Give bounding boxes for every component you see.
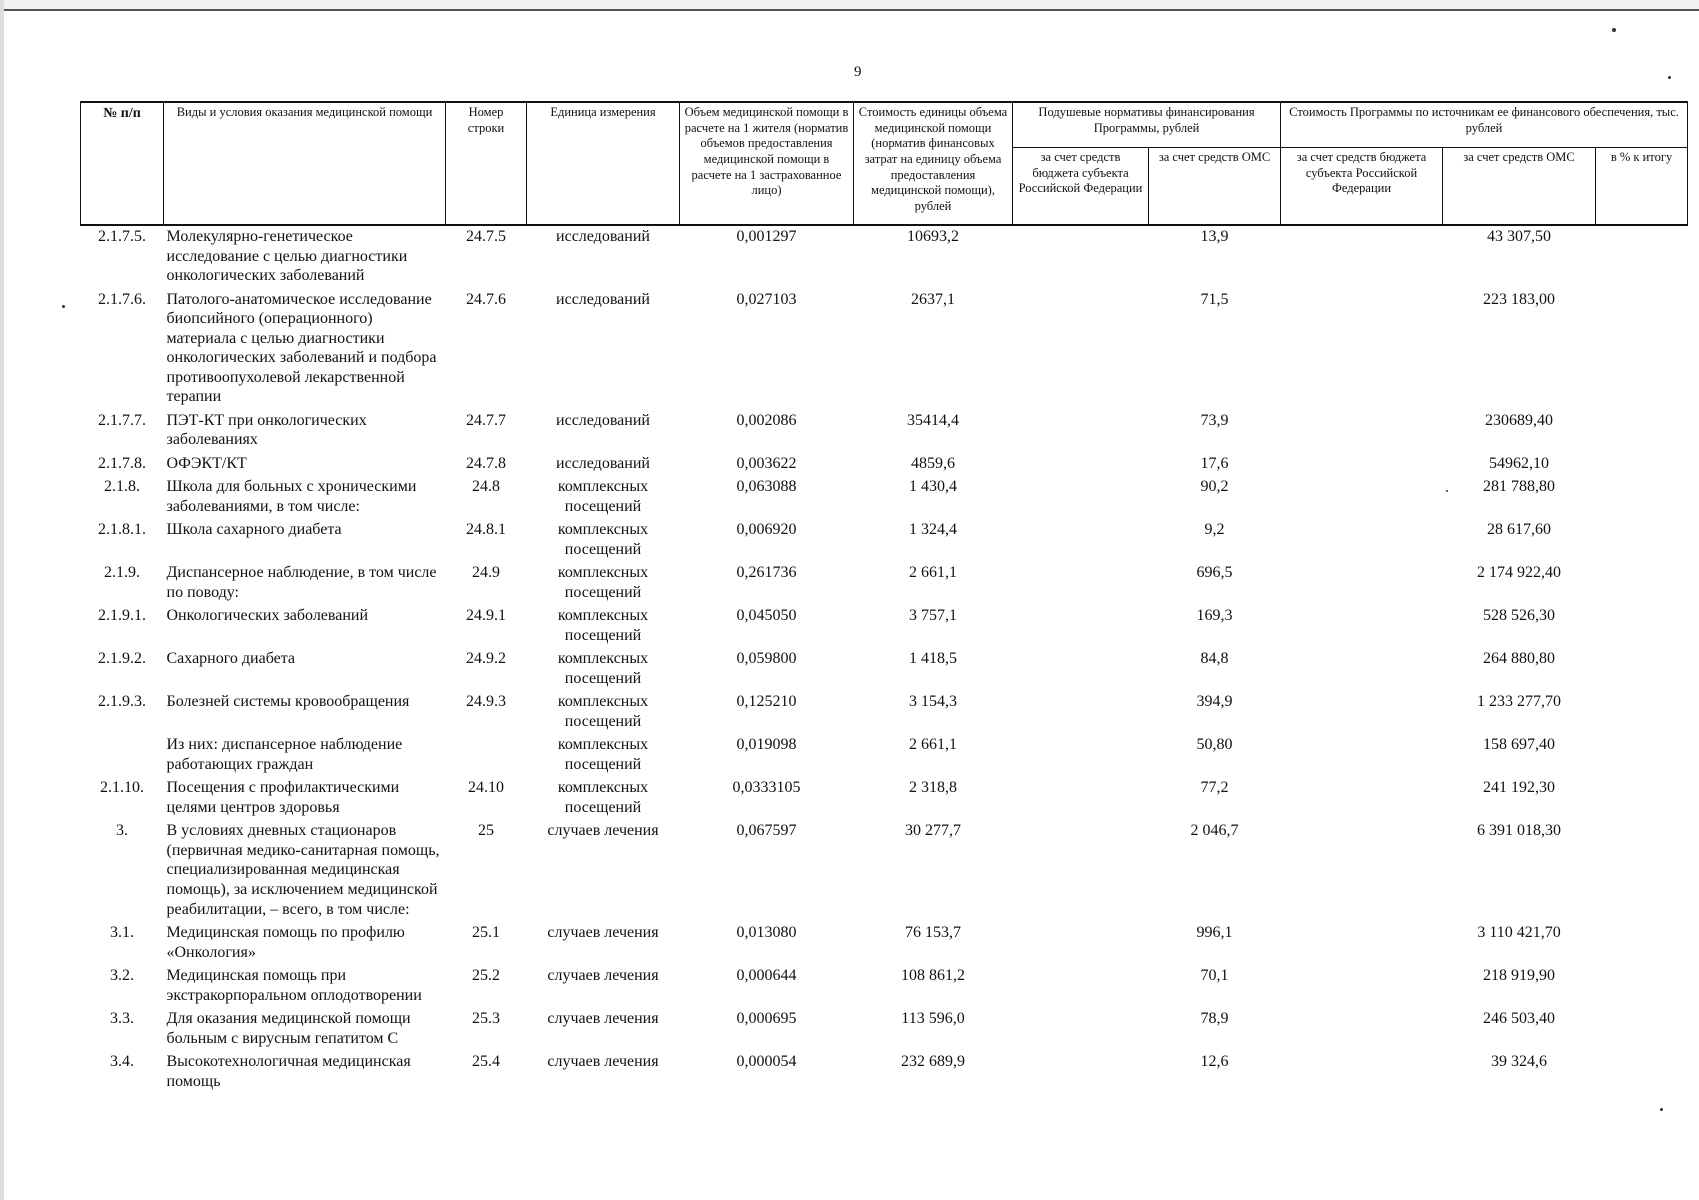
row-program-oms: 2 174 922,40 bbox=[1477, 564, 1562, 582]
row-per-capita-budget bbox=[1013, 476, 1149, 519]
scan-speck bbox=[1668, 76, 1671, 79]
row-program-oms: 281 788,80 bbox=[1483, 478, 1556, 496]
row-volume: 0,003622 bbox=[736, 454, 797, 472]
table-row bbox=[81, 519, 1688, 562]
row-per-capita-budget bbox=[1013, 225, 1149, 289]
scan-left-edge bbox=[0, 0, 4, 1200]
row-unit-cost: 76 153,7 bbox=[905, 924, 961, 942]
row-per-capita-oms: 70,1 bbox=[1200, 967, 1229, 985]
col-header-per-capita: Подушевые нормативы финансирования Программы, рублей bbox=[1013, 102, 1281, 148]
row-program-percent bbox=[1596, 820, 1688, 922]
row-program-oms: 264 880,80 bbox=[1483, 650, 1556, 668]
page-number: 9 bbox=[854, 64, 862, 80]
row-program-budget bbox=[1281, 225, 1443, 289]
row-volume: 0,059800 bbox=[736, 650, 797, 668]
row-per-capita-budget bbox=[1013, 1008, 1149, 1051]
row-per-capita-budget bbox=[1013, 648, 1149, 691]
row-line-number: 25.1 bbox=[472, 924, 500, 942]
row-name: Посещения с профилактическими целями центров здоровья bbox=[166, 779, 400, 816]
row-program-budget bbox=[1281, 453, 1443, 477]
row-volume: 0,013080 bbox=[736, 924, 797, 942]
row-number: 3.2. bbox=[110, 967, 134, 985]
row-program-budget bbox=[1281, 476, 1443, 519]
row-program-oms: 3 110 421,70 bbox=[1477, 924, 1561, 942]
row-program-budget bbox=[1281, 820, 1443, 922]
row-unit: исследований bbox=[556, 411, 650, 429]
row-line-number: 25.4 bbox=[472, 1053, 500, 1071]
row-program-budget bbox=[1281, 922, 1443, 965]
row-volume: 0,063088 bbox=[736, 478, 797, 496]
row-program-percent bbox=[1596, 476, 1688, 519]
row-per-capita-budget bbox=[1013, 562, 1149, 605]
row-number: 2.1.9.1. bbox=[98, 607, 146, 625]
row-program-oms: 158 697,40 bbox=[1483, 736, 1556, 754]
table-row bbox=[81, 691, 1688, 734]
table-row bbox=[81, 289, 1688, 410]
row-per-capita-budget bbox=[1013, 820, 1149, 922]
row-program-budget bbox=[1281, 965, 1443, 1008]
row-per-capita-oms: 9,2 bbox=[1204, 521, 1225, 539]
row-per-capita-oms: 84,8 bbox=[1200, 650, 1229, 668]
row-per-capita-oms: 394,9 bbox=[1196, 693, 1233, 711]
row-program-budget bbox=[1281, 410, 1443, 453]
row-line-number: 24.9.1 bbox=[466, 607, 506, 625]
row-volume: 0,001297 bbox=[736, 228, 797, 245]
col-header-per-capita-budget: за счет средств бюджета субъекта Российской Федерации bbox=[1013, 148, 1149, 226]
col-header-num: № п/п bbox=[81, 102, 164, 225]
scan-top-edge bbox=[0, 0, 1699, 11]
row-program-percent bbox=[1596, 777, 1688, 820]
row-number: 2.1.9. bbox=[104, 564, 140, 582]
row-unit-cost: 108 861,2 bbox=[901, 967, 965, 985]
row-unit: комплексных посещений bbox=[557, 650, 649, 687]
row-unit-cost: 1 324,4 bbox=[909, 521, 957, 539]
row-program-percent bbox=[1596, 289, 1688, 410]
row-program-percent bbox=[1596, 519, 1688, 562]
col-header-name: Виды и условия оказания медицинской помощи bbox=[164, 102, 446, 225]
row-unit: исследований bbox=[556, 290, 650, 308]
financing-table bbox=[80, 101, 1688, 1094]
row-volume: 0,261736 bbox=[736, 564, 797, 582]
row-name: Онкологических заболеваний bbox=[166, 607, 369, 625]
table-row bbox=[81, 225, 1688, 289]
row-line-number: 25.2 bbox=[472, 967, 500, 985]
row-volume: 0,067597 bbox=[736, 822, 797, 840]
row-number: 3.1. bbox=[110, 924, 134, 942]
row-program-budget bbox=[1281, 777, 1443, 820]
table-row bbox=[81, 734, 1688, 777]
row-program-percent bbox=[1596, 648, 1688, 691]
col-header-per-capita-oms: за счет средств ОМС bbox=[1149, 148, 1281, 226]
row-per-capita-oms: 90,2 bbox=[1200, 478, 1229, 496]
row-name: Молекулярно-генетическое исследование с целью диагностики онкологических заболеваний bbox=[166, 228, 408, 285]
row-per-capita-oms: 77,2 bbox=[1200, 779, 1229, 797]
row-line-number: 25 bbox=[478, 822, 494, 840]
row-name: Сахарного диабета bbox=[166, 650, 296, 668]
row-program-budget bbox=[1281, 648, 1443, 691]
row-program-percent bbox=[1596, 922, 1688, 965]
row-unit: комплексных посещений bbox=[557, 736, 649, 773]
row-line-number bbox=[446, 734, 527, 777]
row-per-capita-budget bbox=[1013, 453, 1149, 477]
row-per-capita-budget bbox=[1013, 289, 1149, 410]
row-name: Диспансерное наблюдение, в том числе по поводу: bbox=[166, 564, 437, 601]
row-name: Патолого-анатомическое исследование биопсийного (операционного) материала с целью диагностики онкологических заболеваний и подбора противоопухолевой лекарственной терапии bbox=[166, 290, 437, 406]
row-line-number: 24.10 bbox=[468, 779, 504, 797]
table-row bbox=[81, 820, 1688, 922]
row-unit-cost: 113 596,0 bbox=[901, 1010, 965, 1028]
row-per-capita-oms: 17,6 bbox=[1200, 454, 1229, 472]
row-per-capita-budget bbox=[1013, 965, 1149, 1008]
row-volume: 0,000695 bbox=[736, 1010, 797, 1028]
row-unit-cost: 3 757,1 bbox=[909, 607, 957, 625]
row-name: Высокотехнологичная медицинская помощь bbox=[166, 1053, 411, 1090]
row-per-capita-oms: 73,9 bbox=[1200, 411, 1229, 429]
row-unit-cost: 1 418,5 bbox=[909, 650, 957, 668]
row-volume: 0,000644 bbox=[736, 967, 797, 985]
row-unit: случаев лечения bbox=[547, 822, 659, 840]
row-program-oms: 241 192,30 bbox=[1483, 779, 1556, 797]
row-volume: 0,045050 bbox=[736, 607, 797, 625]
row-number: 2.1.7.5. bbox=[98, 228, 146, 245]
row-unit: случаев лечения bbox=[547, 924, 659, 942]
row-volume: 0,125210 bbox=[736, 693, 797, 711]
row-unit: комплексных посещений bbox=[557, 478, 649, 515]
row-program-budget bbox=[1281, 1008, 1443, 1051]
row-per-capita-budget bbox=[1013, 734, 1149, 777]
row-number: 2.1.9.3. bbox=[98, 693, 146, 711]
row-line-number: 24.9.2 bbox=[466, 650, 506, 668]
scan-speck bbox=[1660, 1108, 1663, 1111]
row-unit-cost: 3 154,3 bbox=[909, 693, 957, 711]
row-program-percent bbox=[1596, 453, 1688, 477]
row-program-percent bbox=[1596, 410, 1688, 453]
row-program-budget bbox=[1281, 519, 1443, 562]
col-header-line: Номер строки bbox=[446, 102, 527, 225]
row-program-percent bbox=[1596, 1051, 1688, 1094]
row-unit: случаев лечения bbox=[547, 1010, 659, 1028]
row-name: Болезней системы кровообращения bbox=[166, 693, 410, 711]
row-line-number: 24.9 bbox=[472, 564, 500, 582]
col-header-program-percent: в % к итогу bbox=[1596, 148, 1688, 226]
row-per-capita-oms: 71,5 bbox=[1200, 290, 1229, 308]
row-per-capita-budget bbox=[1013, 519, 1149, 562]
row-line-number: 24.8.1 bbox=[466, 521, 506, 539]
row-program-budget bbox=[1281, 562, 1443, 605]
row-line-number: 24.7.6 bbox=[466, 290, 506, 308]
row-program-oms: 246 503,40 bbox=[1483, 1010, 1556, 1028]
row-unit: случаев лечения bbox=[547, 1053, 659, 1071]
row-unit-cost: 1 430,4 bbox=[909, 478, 957, 496]
col-header-volume: Объем медицинской помощи в расчете на 1 жителя (норматив объемов предоставления медицинской помощи в расчете на 1 застрахованное лицо) bbox=[680, 102, 854, 225]
row-volume: 0,006920 bbox=[736, 521, 797, 539]
table-row bbox=[81, 605, 1688, 648]
row-number bbox=[81, 734, 164, 777]
row-program-budget bbox=[1281, 289, 1443, 410]
row-per-capita-budget bbox=[1013, 605, 1149, 648]
row-unit: комплексных посещений bbox=[557, 564, 649, 601]
row-number: 2.1.9.2. bbox=[98, 650, 146, 668]
row-per-capita-oms: 169,3 bbox=[1196, 607, 1233, 625]
row-per-capita-oms: 996,1 bbox=[1196, 924, 1233, 942]
row-unit: комплексных посещений bbox=[557, 607, 649, 644]
row-line-number: 24.9.3 bbox=[466, 693, 506, 711]
row-name: Школа для больных с хроническими заболеваниями, в том числе: bbox=[166, 478, 417, 515]
row-volume: 0,002086 bbox=[736, 411, 797, 429]
row-program-oms: 230689,40 bbox=[1485, 411, 1554, 429]
table-row bbox=[81, 777, 1688, 820]
row-per-capita-budget bbox=[1013, 1051, 1149, 1094]
table-row bbox=[81, 410, 1688, 453]
row-program-percent bbox=[1596, 691, 1688, 734]
row-per-capita-budget bbox=[1013, 691, 1149, 734]
row-line-number: 24.8 bbox=[472, 478, 500, 496]
row-program-percent bbox=[1596, 562, 1688, 605]
table-row bbox=[81, 1051, 1688, 1094]
row-volume: 0,000054 bbox=[736, 1053, 797, 1071]
col-header-unit: Единица измерения bbox=[527, 102, 680, 225]
row-volume: 0,019098 bbox=[736, 736, 797, 754]
header-row-top bbox=[81, 102, 1688, 148]
row-program-oms: 1 233 277,70 bbox=[1477, 693, 1562, 711]
table-row bbox=[81, 476, 1688, 519]
row-unit-cost: 2 318,8 bbox=[909, 779, 957, 797]
col-header-cost: Стоимость единицы объема медицинской помощи (норматив финансовых затрат на единицу объема предоставления медицинской помощи), рублей bbox=[854, 102, 1013, 225]
row-program-percent bbox=[1596, 605, 1688, 648]
scan-speck bbox=[62, 305, 65, 308]
row-unit: случаев лечения bbox=[547, 967, 659, 985]
row-unit-cost: 232 689,9 bbox=[901, 1053, 965, 1071]
row-unit: комплексных посещений bbox=[557, 779, 649, 816]
row-per-capita-oms: 78,9 bbox=[1200, 1010, 1229, 1028]
table-row bbox=[81, 1008, 1688, 1051]
row-number: 2.1.7.8. bbox=[98, 454, 146, 472]
row-unit: комплексных посещений bbox=[557, 521, 649, 558]
row-program-oms: 223 183,00 bbox=[1483, 290, 1556, 308]
row-unit-cost: 2 661,1 bbox=[909, 564, 957, 582]
row-name: ОФЭКТ/КТ bbox=[166, 454, 247, 472]
row-name: Школа сахарного диабета bbox=[166, 521, 342, 539]
row-program-budget bbox=[1281, 691, 1443, 734]
row-program-oms: 528 526,30 bbox=[1483, 607, 1556, 625]
row-unit-cost: 4859,6 bbox=[911, 454, 955, 472]
row-unit-cost: 2 661,1 bbox=[909, 736, 957, 754]
row-unit-cost: 35414,4 bbox=[907, 411, 959, 429]
row-per-capita-oms: 50,80 bbox=[1196, 736, 1233, 754]
row-program-oms: 28 617,60 bbox=[1487, 521, 1552, 539]
col-header-program-oms: за счет средств ОМС bbox=[1443, 148, 1596, 226]
row-line-number: 24.7.8 bbox=[466, 454, 506, 472]
row-number: 3.3. bbox=[110, 1010, 134, 1028]
row-per-capita-budget bbox=[1013, 777, 1149, 820]
row-unit-cost: 30 277,7 bbox=[905, 822, 961, 840]
row-number: 2.1.10. bbox=[100, 779, 144, 797]
row-program-oms: 6 391 018,30 bbox=[1477, 822, 1562, 840]
row-line-number: 25.3 bbox=[472, 1010, 500, 1028]
table-row bbox=[81, 453, 1688, 477]
row-number: 3. bbox=[116, 822, 128, 840]
scan-speck bbox=[1612, 28, 1616, 32]
row-name: ПЭТ-КТ при онкологических заболеваниях bbox=[166, 411, 367, 449]
row-number: 2.1.8.1. bbox=[98, 521, 146, 539]
row-volume: 0,027103 bbox=[736, 290, 797, 308]
row-program-percent bbox=[1596, 965, 1688, 1008]
row-per-capita-oms: 12,6 bbox=[1200, 1053, 1229, 1071]
row-program-oms: 43 307,50 bbox=[1487, 228, 1552, 245]
row-unit-cost: 2637,1 bbox=[911, 290, 955, 308]
row-program-budget bbox=[1281, 1051, 1443, 1094]
row-line-number: 24.7.5 bbox=[466, 228, 506, 245]
row-program-oms: 54962,10 bbox=[1489, 454, 1550, 472]
row-name: Из них: диспансерное наблюдение работающих граждан bbox=[166, 736, 403, 773]
table-row bbox=[81, 648, 1688, 691]
row-program-percent bbox=[1596, 734, 1688, 777]
row-per-capita-oms: 696,5 bbox=[1196, 564, 1233, 582]
row-per-capita-oms: 2 046,7 bbox=[1190, 822, 1239, 840]
row-program-percent bbox=[1596, 225, 1688, 289]
row-number: 2.1.8. bbox=[104, 478, 140, 496]
col-header-program-cost: Стоимость Программы по источникам ее финансового обеспечения, тыс. рублей bbox=[1281, 102, 1688, 148]
row-number: 2.1.7.7. bbox=[98, 411, 146, 429]
row-number: 3.4. bbox=[110, 1053, 134, 1071]
row-program-budget bbox=[1281, 734, 1443, 777]
row-volume: 0,0333105 bbox=[732, 779, 801, 797]
row-program-percent bbox=[1596, 1008, 1688, 1051]
row-name: В условиях дневных стационаров (первичная медико-санитарная помощь, специализированная медицинская помощь), за исключением медицинской реабилитации, – всего, в том числе: bbox=[166, 822, 440, 918]
row-unit: исследований bbox=[556, 454, 650, 472]
row-unit: исследований bbox=[556, 228, 650, 245]
row-per-capita-oms: 13,9 bbox=[1200, 228, 1229, 245]
row-unit: комплексных посещений bbox=[557, 693, 649, 730]
row-program-budget bbox=[1281, 605, 1443, 648]
row-unit-cost: 10693,2 bbox=[907, 228, 959, 245]
row-name: Медицинская помощь по профилю «Онкология» bbox=[166, 924, 405, 961]
row-program-oms: 39 324,6 bbox=[1491, 1053, 1548, 1071]
row-per-capita-budget bbox=[1013, 922, 1149, 965]
table-row bbox=[81, 562, 1688, 605]
row-per-capita-budget bbox=[1013, 410, 1149, 453]
row-line-number: 24.7.7 bbox=[466, 411, 506, 429]
row-name: Для оказания медицинской помощи больным с вирусным гепатитом С bbox=[166, 1010, 411, 1047]
row-program-oms: 218 919,90 bbox=[1483, 967, 1556, 985]
table-row bbox=[81, 922, 1688, 965]
row-name: Медицинская помощь при экстракорпоральном оплодотворении bbox=[166, 967, 422, 1004]
col-header-program-budget: за счет средств бюджета субъекта Российской Федерации bbox=[1281, 148, 1443, 226]
table-row bbox=[81, 965, 1688, 1008]
row-number: 2.1.7.6. bbox=[98, 290, 146, 308]
